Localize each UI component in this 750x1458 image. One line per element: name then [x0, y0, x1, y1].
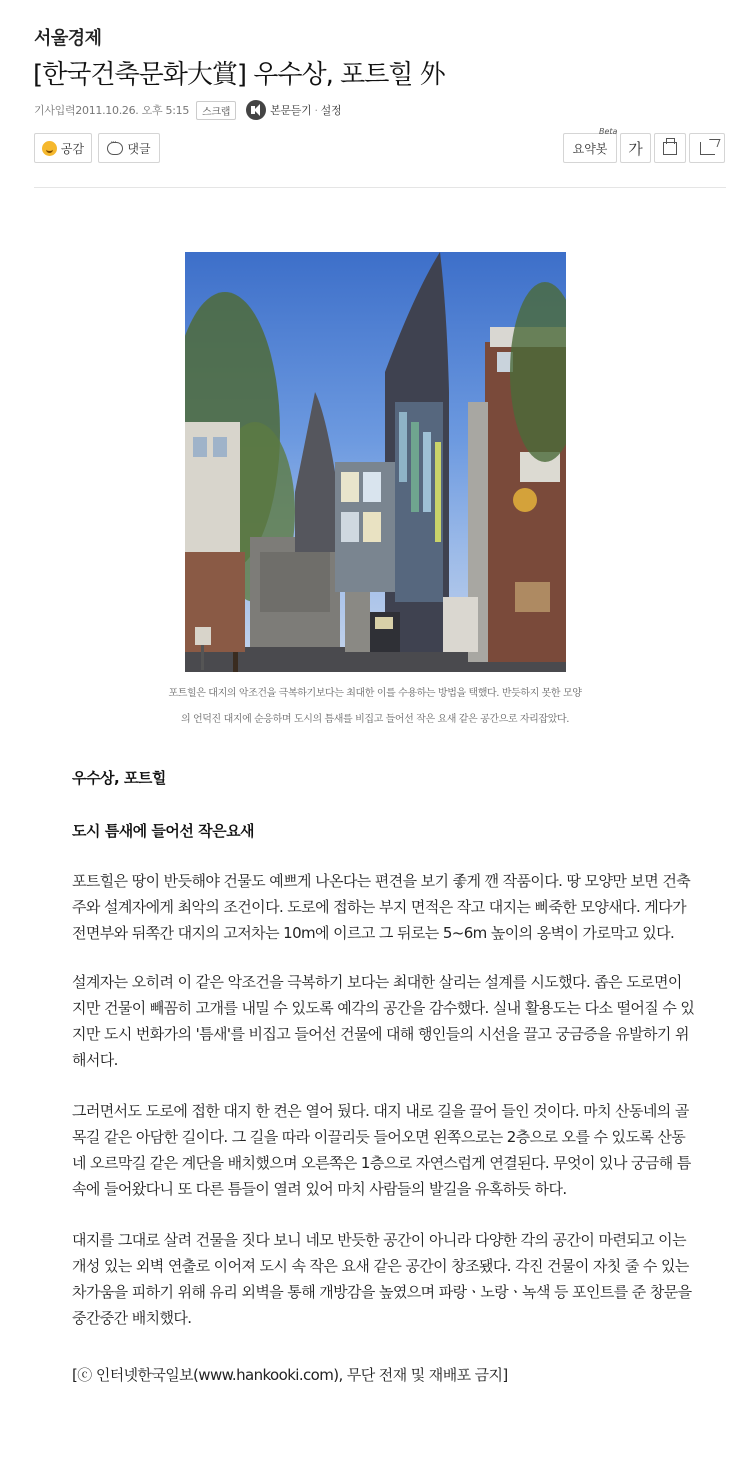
building-photo-illustration — [185, 252, 566, 672]
article-subhead-2 — [72, 820, 692, 841]
paragraph-line: 차가움을 피하기 위해 유리 외벽을 통해 개방감을 높였으며 파랑ㆍ노랑ㆍ녹색 등 포인트를 준 창문을 — [72, 1283, 692, 1301]
comment-label: 댓글 — [127, 141, 151, 156]
paragraph-line: 해서다. — [72, 1051, 118, 1069]
article-subhead-1 — [72, 767, 692, 788]
copyright-text: [ⓒ 인터넷한국일보(www.hankooki.com), 무단 전재 및 재배포 금지] — [72, 1366, 508, 1384]
smile-icon — [42, 141, 57, 156]
subhead-text: 우수상, 포트힐 — [72, 769, 166, 787]
comment-bubble-icon — [107, 142, 123, 155]
like-button[interactable] — [34, 133, 92, 163]
paragraph-line: 대지를 그대로 살려 건물을 짓다 보니 네모 반듯한 공간이 아니라 다양한 각의 공간이 마련되고 이는 — [72, 1231, 686, 1249]
photo-caption-line-2: 의 언덕진 대지에 순응하며 도시의 틈새를 비집고 들어선 작은 요새 같은 공간으로 자리잡았다. — [180, 714, 569, 725]
summary-bot-button[interactable] — [563, 133, 617, 163]
article-paragraph-4 — [72, 1227, 692, 1331]
listen-button[interactable]: 본문듣기 — [270, 104, 312, 117]
article-paragraph-3 — [72, 1098, 692, 1202]
comment-button[interactable] — [98, 133, 160, 163]
article-meta — [34, 99, 341, 121]
font-size-button[interactable] — [620, 133, 651, 163]
paragraph-line: 네 오르막길 같은 계단을 배치했으며 오른쪽은 1층으로 자연스럽게 연결된다. 무엇이 있나 궁금해 틈 — [72, 1154, 691, 1172]
paragraph-line: 개성 있는 외벽 연출로 이어져 도시 속 작은 요새 같은 공간이 창조됐다. 각진 건물이 자칫 줄 수 있는 — [72, 1257, 689, 1275]
paragraph-line: 전면부와 뒤쪽간 대지의 고저차는 10m에 이르고 그 뒤로는 5~6m 높이의 옹벽이 가로막고 있다. — [72, 924, 675, 942]
share-icon — [700, 142, 715, 155]
article-paragraph-1 — [72, 868, 692, 946]
subhead-text: 도시 틈새에 들어선 작은요새 — [72, 822, 255, 840]
article-toolbar — [34, 127, 725, 163]
paragraph-line: 설계자는 오히려 이 같은 악조건을 극복하기 보다는 최대한 살리는 설계를 시도했다. 좁은 도로면이 — [72, 973, 682, 991]
print-button[interactable] — [654, 133, 686, 163]
meta-separator: · — [314, 103, 318, 117]
paragraph-line: 목길 같은 아담한 길이다. 그 길을 따라 이끌리듯 들어오면 왼쪽으로는 2층으로 오를 수 있도록 산동 — [72, 1128, 686, 1146]
beta-badge: Beta — [599, 127, 618, 136]
paragraph-line: 그러면서도 도로에 접한 대지 한 켠은 열어 뒀다. 대지 내로 길을 끌어 들인 것이다. 마치 산동네의 골 — [72, 1102, 689, 1120]
article-paragraph-2 — [72, 969, 695, 1073]
font-size-label: 가 — [628, 139, 643, 158]
article-date: 기사입력2011.10.26. 오후 5:15 — [34, 104, 190, 117]
paragraph-line: 지만 도시 번화가의 '틈새'를 비집고 들어선 건물에 대해 행인들의 시선을 끌고 궁금증을 유발하기 위 — [72, 1025, 689, 1043]
paragraph-line: 중간중간 배치했다. — [72, 1309, 192, 1327]
header-divider — [34, 187, 726, 188]
listen-settings-button[interactable]: 설정 — [320, 104, 342, 117]
paragraph-line: 속에 들어왔다니 또 다른 틈들이 열려 있어 마치 사람들의 발길을 유혹하듯 하다. — [72, 1180, 567, 1198]
press-name[interactable]: 서울경제 — [34, 28, 102, 49]
like-label: 공감 — [60, 141, 85, 156]
print-icon — [663, 142, 677, 155]
photo-caption-line-1: 포트힐은 대지의 악조건을 극복하기보다는 최대한 이를 수용하는 방법을 택했다. 반듯하지 못한 모양 — [168, 688, 582, 699]
paragraph-line: 주와 설계자에게 최악의 조건이다. 도로에 접하는 부지 면적은 작고 대지는 삐죽한 모양새다. 게다가 — [72, 898, 686, 916]
paragraph-line: 포트힐은 땅이 반듯해야 건물도 예쁘게 나온다는 편견을 보기 좋게 깬 작품이다. 땅 모양만 보면 건축 — [72, 872, 691, 890]
copyright-notice — [72, 1362, 692, 1388]
speaker-icon[interactable] — [246, 100, 266, 120]
share-button[interactable] — [689, 133, 725, 163]
article-photo[interactable] — [185, 252, 566, 672]
scrap-button[interactable]: 스크랩 — [196, 101, 236, 120]
paragraph-line: 지만 건물이 빼꼼히 고개를 내밀 수 있도록 예각의 공간을 감수했다. 실내 활용도는 다소 떨어질 수 있 — [72, 999, 695, 1017]
article-headline: [한국건축문화大賞] 우수상, 포트힐 外 — [33, 60, 445, 90]
summary-label: 요약봇 — [572, 141, 608, 156]
